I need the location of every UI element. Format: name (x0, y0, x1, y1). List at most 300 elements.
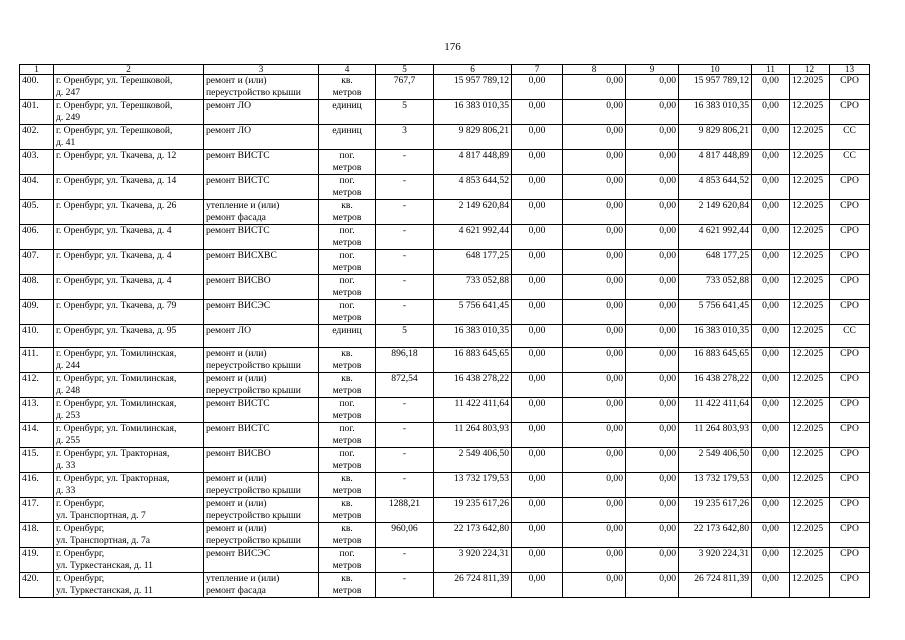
method-cell (830, 373, 870, 398)
date-cell (790, 348, 830, 373)
quantity-cell-line: - (402, 548, 407, 559)
value-cell-7 (512, 498, 563, 523)
value-cell-9-line: 0,00 (659, 448, 676, 459)
value-cell-8-line: 0,00 (606, 75, 623, 86)
work-type-cell (204, 573, 319, 598)
value-cell-8 (563, 150, 626, 175)
value-cell-8-line: 0,00 (606, 225, 623, 236)
value-cell-11-line: 0,00 (762, 200, 779, 211)
unit-cell-line: метров (332, 559, 362, 571)
unit-cell-line: метров (332, 311, 362, 323)
table-row (20, 473, 870, 498)
row-number-cell (20, 75, 54, 100)
quantity-cell-line: - (402, 423, 407, 434)
value-cell-11-line: 0,00 (762, 175, 779, 186)
value-cell-11 (752, 75, 790, 100)
method-cell-line: СРО (840, 498, 859, 509)
unit-cell-line: метров (332, 186, 362, 198)
value-cell-8 (563, 100, 626, 125)
unit-cell-line: метров (332, 286, 362, 298)
address-cell-line: д. 247 (56, 86, 81, 98)
quantity-cell-line: - (402, 150, 407, 161)
row-number-cell (20, 573, 54, 598)
row-number-cell (20, 373, 54, 398)
address-cell (54, 573, 204, 598)
table-row (20, 300, 870, 325)
method-cell-line: СРО (840, 448, 859, 459)
value-cell-9 (626, 398, 679, 423)
address-cell-line: ул. Туркестанская, д. 11 (56, 559, 153, 571)
total-cost-cell-line: 26 724 811,39 (454, 573, 509, 584)
date-cell (790, 523, 830, 548)
address-cell-line: д. 244 (56, 359, 81, 371)
method-cell-line: СРО (840, 523, 859, 534)
value-cell-11-line: 0,00 (762, 373, 779, 384)
address-cell (54, 548, 204, 573)
address-cell (54, 473, 204, 498)
method-cell-line: СРО (840, 225, 859, 236)
address-cell (54, 448, 204, 473)
unit-cell-line: пог. (339, 225, 355, 236)
row-number-cell-line: 403. (22, 150, 39, 161)
address-cell (54, 175, 204, 200)
method-cell (830, 325, 870, 348)
row-number-cell-line: 415. (22, 448, 39, 459)
value-cell-11 (752, 523, 790, 548)
address-cell (54, 300, 204, 325)
unit-cell-line: метров (332, 86, 362, 98)
quantity-cell-line: 896,18 (391, 348, 418, 359)
total-cost-cell (434, 423, 512, 448)
total-cost-cell (434, 75, 512, 100)
address-cell-line: г. Оренбург, ул. Ткачева, д. 26 (56, 200, 177, 211)
date-cell-line: 12.2025 (792, 448, 824, 459)
date-cell (790, 548, 830, 573)
value-cell-11-line: 0,00 (762, 100, 779, 111)
date-cell (790, 100, 830, 125)
total-cost-cell-line: 648 177,25 (465, 250, 509, 261)
value-cell-7 (512, 275, 563, 300)
method-cell-line: СРО (840, 573, 859, 584)
total-cost-cell-line: 9 829 806,21 (458, 125, 509, 136)
work-type-cell-line: ремонт фасада (206, 584, 266, 596)
value-cell-7 (512, 573, 563, 598)
address-cell-line: д. 248 (56, 384, 81, 396)
value-cell-9-line: 0,00 (659, 175, 676, 186)
work-type-cell (204, 498, 319, 523)
table-row (20, 523, 870, 548)
quantity-cell (376, 548, 434, 573)
unit-cell-line: кв. (341, 498, 353, 509)
work-type-cell (204, 300, 319, 325)
value-cell-10-line: 16 383 010,35 (693, 325, 749, 336)
value-cell-8-line: 0,00 (606, 473, 623, 484)
row-number-cell-line: 418. (22, 523, 39, 534)
date-cell-line: 12.2025 (792, 523, 824, 534)
value-cell-10-line: 13 732 179,53 (693, 473, 749, 484)
address-cell-line: г. Оренбург, ул. Ткачева, д. 4 (56, 225, 172, 236)
value-cell-10-line: 26 724 811,39 (694, 573, 749, 584)
address-cell (54, 498, 204, 523)
value-cell-8-line: 0,00 (606, 448, 623, 459)
unit-cell (319, 225, 376, 250)
unit-cell-line: метров (332, 584, 362, 596)
date-cell (790, 150, 830, 175)
row-number-cell-line: 408. (22, 275, 39, 286)
unit-cell-line: пог. (339, 250, 355, 261)
unit-cell (319, 473, 376, 498)
method-cell (830, 125, 870, 150)
date-cell-line: 12.2025 (792, 125, 824, 136)
address-cell (54, 200, 204, 225)
quantity-cell (376, 473, 434, 498)
value-cell-10-line: 19 235 617,26 (693, 498, 749, 509)
unit-cell (319, 373, 376, 398)
total-cost-cell (434, 448, 512, 473)
unit-cell-line: кв. (341, 573, 353, 584)
value-cell-8 (563, 325, 626, 348)
total-cost-cell-line: 4 621 992,44 (458, 225, 509, 236)
total-cost-cell-line: 16 438 278,22 (453, 373, 509, 384)
column-header: 9 (626, 65, 679, 75)
value-cell-9-line: 0,00 (659, 348, 676, 359)
value-cell-7 (512, 473, 563, 498)
total-cost-cell-line: 4 817 448,89 (458, 150, 509, 161)
value-cell-8 (563, 275, 626, 300)
work-type-cell-line: ремонт и (или) (206, 523, 267, 534)
work-type-cell (204, 373, 319, 398)
value-cell-7-line: 0,00 (528, 325, 546, 336)
date-cell-line: 12.2025 (792, 75, 824, 86)
row-number-cell (20, 300, 54, 325)
address-cell-line: г. Оренбург, ул. Терешковой, (56, 125, 173, 136)
value-cell-7-line: 0,00 (528, 423, 546, 434)
unit-cell (319, 523, 376, 548)
method-cell-line: СРО (840, 373, 859, 384)
unit-cell (319, 448, 376, 473)
value-cell-8 (563, 423, 626, 448)
value-cell-11 (752, 373, 790, 398)
row-number-cell (20, 325, 54, 348)
date-cell (790, 573, 830, 598)
capital-repair-table (19, 64, 870, 598)
date-cell-line: 12.2025 (792, 473, 824, 484)
value-cell-9-line: 0,00 (659, 250, 676, 261)
value-cell-9 (626, 348, 679, 373)
value-cell-9 (626, 250, 679, 275)
value-cell-9-line: 0,00 (659, 275, 676, 286)
work-type-cell-line: переустройство крыши (206, 384, 301, 396)
table-row (20, 573, 870, 598)
value-cell-11 (752, 125, 790, 150)
date-cell (790, 75, 830, 100)
address-cell-line: ул. Транспортная, д. 7 (56, 509, 146, 521)
method-cell-line: СРО (840, 75, 859, 86)
value-cell-7 (512, 175, 563, 200)
quantity-cell-line: - (402, 398, 407, 409)
quantity-cell (376, 225, 434, 250)
unit-cell-line: метров (332, 161, 362, 173)
value-cell-9 (626, 473, 679, 498)
total-cost-cell (434, 275, 512, 300)
row-number-cell-line: 401. (22, 100, 39, 111)
total-cost-cell-line: 11 264 803,93 (454, 423, 509, 434)
work-type-cell (204, 523, 319, 548)
address-cell (54, 250, 204, 275)
method-cell (830, 498, 870, 523)
row-number-cell (20, 250, 54, 275)
work-type-cell-line: утепление и (или) (206, 200, 280, 211)
row-number-cell-line: 412. (22, 373, 39, 384)
table-row (20, 125, 870, 150)
method-cell-line: СРО (840, 398, 859, 409)
date-cell (790, 498, 830, 523)
address-cell (54, 348, 204, 373)
table-row (20, 100, 870, 125)
value-cell-7-line: 0,00 (528, 225, 546, 236)
unit-cell-line: метров (332, 236, 362, 248)
value-cell-8-line: 0,00 (606, 325, 623, 336)
method-cell-line: СРО (840, 548, 859, 559)
value-cell-7-line: 0,00 (528, 473, 546, 484)
total-cost-cell (434, 225, 512, 250)
value-cell-11-line: 0,00 (762, 325, 779, 336)
method-cell (830, 573, 870, 598)
address-cell (54, 325, 204, 348)
column-header: 12 (790, 65, 830, 75)
value-cell-7 (512, 448, 563, 473)
address-cell-line: г. Оренбург, ул. Терешковой, (56, 100, 173, 111)
address-cell (54, 75, 204, 100)
unit-cell (319, 398, 376, 423)
value-cell-7-line: 0,00 (528, 523, 546, 534)
work-type-cell (204, 423, 319, 448)
value-cell-8 (563, 300, 626, 325)
value-cell-10-line: 4 621 992,44 (698, 225, 749, 236)
value-cell-11 (752, 275, 790, 300)
unit-cell (319, 250, 376, 275)
total-cost-cell (434, 473, 512, 498)
date-cell-line: 12.2025 (792, 548, 824, 559)
value-cell-10 (679, 75, 752, 100)
total-cost-cell (434, 398, 512, 423)
unit-cell (319, 423, 376, 448)
value-cell-10 (679, 473, 752, 498)
value-cell-11 (752, 100, 790, 125)
quantity-cell-line: - (402, 250, 407, 261)
value-cell-8 (563, 125, 626, 150)
table-row (20, 423, 870, 448)
table-row (20, 498, 870, 523)
value-cell-10 (679, 373, 752, 398)
table-row (20, 225, 870, 250)
unit-cell (319, 300, 376, 325)
quantity-cell-line: 5 (402, 325, 407, 336)
date-cell (790, 373, 830, 398)
value-cell-7 (512, 300, 563, 325)
unit-cell (319, 325, 376, 348)
value-cell-11 (752, 325, 790, 348)
total-cost-cell (434, 498, 512, 523)
column-header: 3 (204, 65, 319, 75)
unit-cell-line: кв. (341, 200, 353, 211)
value-cell-11-line: 0,00 (762, 150, 779, 161)
column-header: 1 (20, 65, 54, 75)
unit-cell-line: единиц (332, 125, 362, 136)
date-cell-line: 12.2025 (792, 150, 824, 161)
address-cell (54, 373, 204, 398)
total-cost-cell (434, 373, 512, 398)
value-cell-9-line: 0,00 (659, 300, 676, 311)
unit-cell-line: пог. (339, 548, 355, 559)
method-cell (830, 423, 870, 448)
address-cell (54, 150, 204, 175)
value-cell-7-line: 0,00 (528, 573, 546, 584)
value-cell-10-line: 15 957 789,12 (693, 75, 749, 86)
value-cell-7-line: 0,00 (528, 275, 546, 286)
work-type-cell-line: ремонт ЛО (206, 125, 252, 136)
method-cell-line: СРО (840, 473, 859, 484)
work-type-cell-line: переустройство крыши (206, 359, 301, 371)
quantity-cell (376, 523, 434, 548)
value-cell-11 (752, 250, 790, 275)
total-cost-cell (434, 250, 512, 275)
unit-cell-line: пог. (339, 448, 355, 459)
work-type-cell (204, 225, 319, 250)
value-cell-11-line: 0,00 (762, 473, 779, 484)
row-number-cell-line: 411. (22, 348, 39, 359)
date-cell (790, 250, 830, 275)
work-type-cell-line: ремонт ВИСТС (206, 225, 270, 236)
date-cell-line: 12.2025 (792, 373, 824, 384)
value-cell-10 (679, 423, 752, 448)
date-cell-line: 12.2025 (792, 225, 824, 236)
row-number-cell (20, 275, 54, 300)
column-header: 4 (319, 65, 376, 75)
value-cell-8 (563, 373, 626, 398)
value-cell-7 (512, 125, 563, 150)
value-cell-11 (752, 225, 790, 250)
table-body (20, 75, 870, 598)
table-row (20, 373, 870, 398)
value-cell-9 (626, 150, 679, 175)
method-cell (830, 398, 870, 423)
work-type-cell-line: переустройство крыши (206, 509, 301, 521)
quantity-cell-line: - (402, 448, 407, 459)
value-cell-8-line: 0,00 (606, 175, 623, 186)
value-cell-10 (679, 573, 752, 598)
unit-cell-line: метров (332, 509, 362, 521)
value-cell-10 (679, 300, 752, 325)
value-cell-11 (752, 423, 790, 448)
work-type-cell (204, 75, 319, 100)
total-cost-cell (434, 325, 512, 348)
value-cell-10 (679, 250, 752, 275)
address-cell-line: г. Оренбург, ул. Томилинская, (56, 373, 177, 384)
date-cell-line: 12.2025 (792, 423, 824, 434)
value-cell-11-line: 0,00 (762, 75, 779, 86)
value-cell-10 (679, 398, 752, 423)
date-cell (790, 423, 830, 448)
address-cell-line: г. Оренбург, (56, 573, 105, 584)
work-type-cell-line: ремонт и (или) (206, 373, 267, 384)
total-cost-cell (434, 573, 512, 598)
row-number-cell-line: 420. (22, 573, 39, 584)
unit-cell-line: пог. (339, 398, 355, 409)
work-type-cell-line: ремонт ВИСХВС (206, 250, 277, 261)
table-row (20, 200, 870, 225)
work-type-cell (204, 473, 319, 498)
work-type-cell (204, 125, 319, 150)
table-row (20, 448, 870, 473)
quantity-cell (376, 300, 434, 325)
method-cell (830, 150, 870, 175)
quantity-cell (376, 175, 434, 200)
quantity-cell-line: - (402, 225, 407, 236)
value-cell-8-line: 0,00 (606, 523, 623, 534)
value-cell-9-line: 0,00 (659, 473, 676, 484)
row-number-cell (20, 423, 54, 448)
value-cell-11 (752, 473, 790, 498)
value-cell-11-line: 0,00 (762, 573, 779, 584)
unit-cell (319, 548, 376, 573)
value-cell-8 (563, 398, 626, 423)
total-cost-cell-line: 16 383 010,35 (453, 100, 509, 111)
value-cell-8 (563, 573, 626, 598)
method-cell-line: СС (843, 325, 856, 336)
work-type-cell-line: ремонт и (или) (206, 498, 267, 509)
value-cell-9 (626, 275, 679, 300)
address-cell-line: д. 249 (56, 111, 81, 123)
quantity-cell (376, 100, 434, 125)
unit-cell-line: метров (332, 534, 362, 546)
unit-cell (319, 275, 376, 300)
unit-cell-line: пог. (339, 275, 355, 286)
value-cell-10-line: 2 149 620,84 (698, 200, 749, 211)
work-type-cell (204, 325, 319, 348)
method-cell (830, 275, 870, 300)
value-cell-9-line: 0,00 (659, 423, 676, 434)
unit-cell-line: метров (332, 211, 362, 223)
row-number-cell-line: 410. (22, 325, 39, 336)
value-cell-10-line: 11 264 803,93 (694, 423, 749, 434)
column-header: 7 (512, 65, 563, 75)
method-cell (830, 523, 870, 548)
address-cell-line: г. Оренбург, ул. Ткачева, д. 95 (56, 325, 177, 336)
unit-cell-line: кв. (341, 523, 353, 534)
row-number-cell-line: 414. (22, 423, 39, 434)
date-cell-line: 12.2025 (792, 348, 824, 359)
value-cell-9 (626, 175, 679, 200)
value-cell-10 (679, 225, 752, 250)
quantity-cell (376, 200, 434, 225)
value-cell-11 (752, 200, 790, 225)
unit-cell-line: пог. (339, 150, 355, 161)
value-cell-9 (626, 75, 679, 100)
date-cell-line: 12.2025 (792, 250, 824, 261)
date-cell (790, 225, 830, 250)
value-cell-10-line: 16 883 645,65 (693, 348, 749, 359)
unit-cell-line: пог. (339, 300, 355, 311)
unit-cell (319, 100, 376, 125)
value-cell-11-line: 0,00 (762, 498, 779, 509)
row-number-cell-line: 417. (22, 498, 39, 509)
work-type-cell-line: ремонт ЛО (206, 100, 252, 111)
value-cell-11-line: 0,00 (762, 423, 779, 434)
value-cell-10-line: 4 817 448,89 (698, 150, 749, 161)
row-number-cell-line: 409. (22, 300, 39, 311)
value-cell-9 (626, 373, 679, 398)
